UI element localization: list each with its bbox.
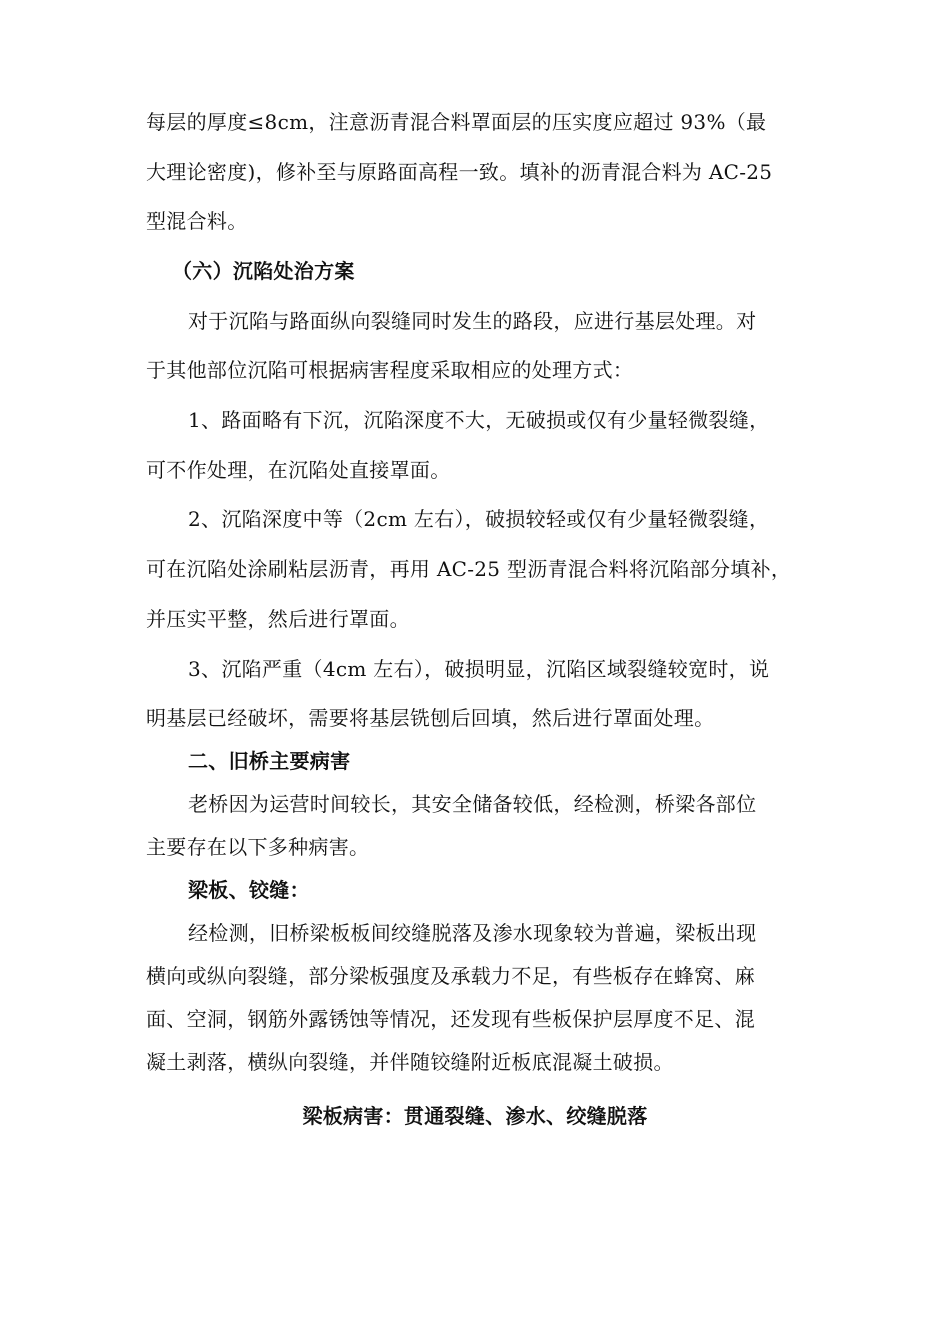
paragraph-7-line-2: 横向或纵向裂缝，部分梁板强度及承载力不足，有些板存在蜂窝、麻: [146, 964, 755, 988]
figure-caption: 梁板病害：贯通裂缝、渗水、绞缝脱落: [302, 1104, 648, 1128]
paragraph-7-line-1: 经检测，旧桥梁板板间绞缝脱落及渗水现象较为普遍，梁板出现: [188, 921, 757, 945]
paragraph-5-line-1: 3、沉陷严重（4cm 左右），破损明显，沉陷区域裂缝较宽时，说: [188, 657, 770, 681]
paragraph-2-line-1: 对于沉陷与路面纵向裂缝同时发生的路段，应进行基层处理。对: [188, 309, 757, 333]
paragraph-1-line-2: 大理论密度)，修补至与原路面高程一致。填补的沥青混合料为 AC-25: [146, 160, 773, 184]
paragraph-1-line-1: 每层的厚度≤8cm，注意沥青混合料罩面层的压实度应超过 93%（最: [146, 110, 767, 134]
paragraph-7-line-3: 面、空洞，钢筋外露锈蚀等情况，还发现有些板保护层厚度不足、混: [146, 1007, 755, 1031]
paragraph-7-line-4: 凝土剥落，横纵向裂缝，并伴随铰缝附近板底混凝土破损。: [146, 1050, 674, 1074]
subheading-beam-joint: 梁板、铰缝：: [188, 878, 310, 902]
paragraph-3-line-2: 可不作处理，在沉陷处直接罩面。: [146, 458, 451, 482]
paragraph-3-line-1: 1、路面略有下沉，沉陷深度不大，无破损或仅有少量轻微裂缝，: [188, 408, 770, 432]
paragraph-4-line-3: 并压实平整，然后进行罩面。: [146, 607, 410, 631]
paragraph-1-line-3: 型混合料。: [146, 209, 248, 233]
paragraph-4-line-2: 可在沉陷处涂刷粘层沥青，再用 AC-25 型沥青混合料将沉陷部分填补，: [146, 557, 792, 581]
paragraph-2-line-2: 于其他部位沉陷可根据病害程度采取相应的处理方式：: [146, 358, 634, 382]
paragraph-6-line-1: 老桥因为运营时间较长，其安全储备较低，经检测，桥梁各部位: [188, 792, 757, 816]
paragraph-6-line-2: 主要存在以下多种病害。: [146, 835, 370, 859]
paragraph-5-line-2: 明基层已经破坏，需要将基层铣刨后回填，然后进行罩面处理。: [146, 706, 715, 730]
section-heading-two: 二、旧桥主要病害: [188, 749, 351, 773]
paragraph-4-line-1: 2、沉陷深度中等（2cm 左右），破损较轻或仅有少量轻微裂缝，: [188, 507, 770, 531]
section-heading-six: （六）沉陷处治方案: [172, 259, 355, 283]
